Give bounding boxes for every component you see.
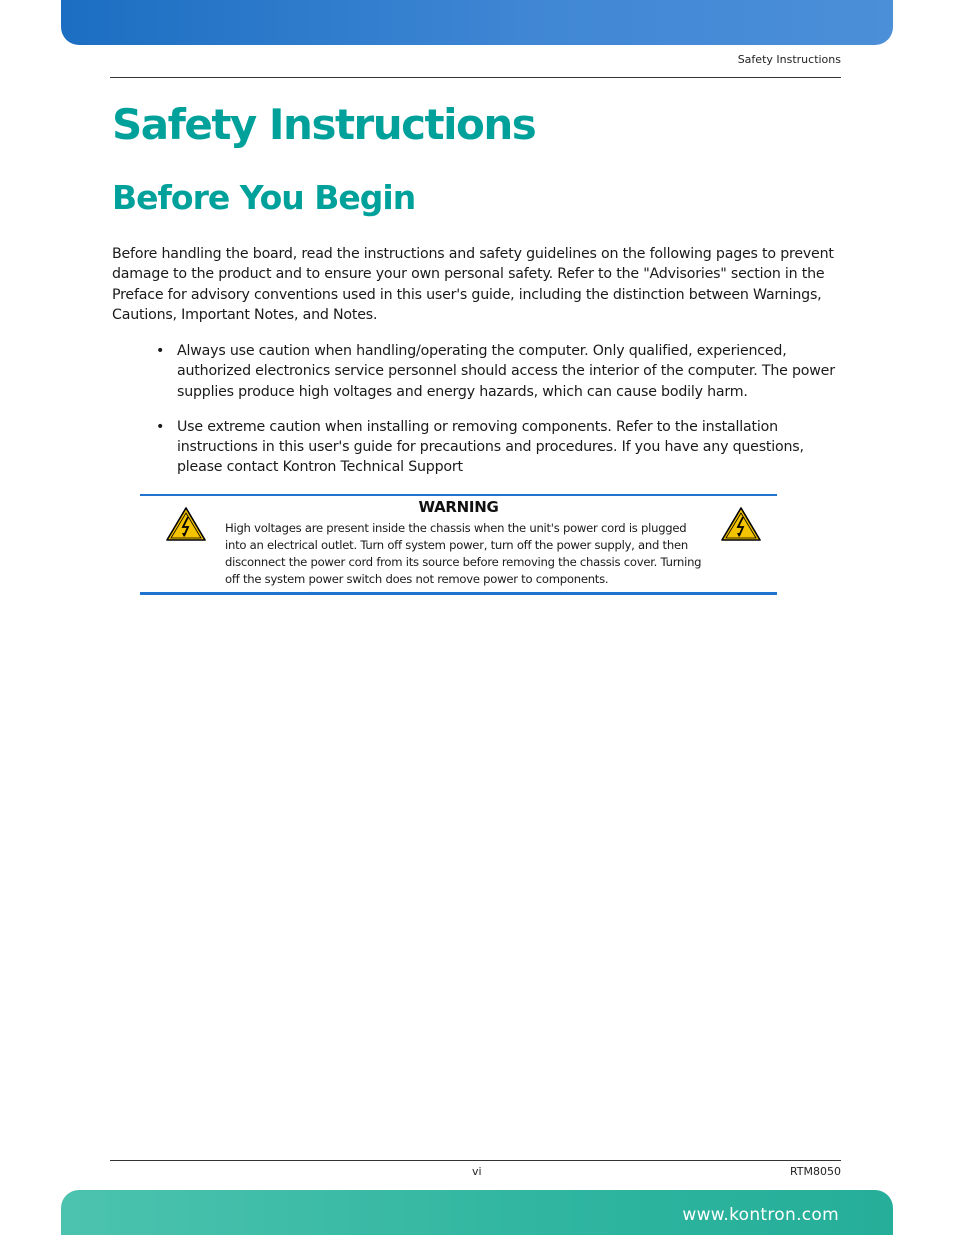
bullet-text: Always use caution when handling/operating the computer. Only qualified, experienced, authorized electronics service personnel should access the interior of the computer. The power supplies produce high voltages and energy hazards, which can cause bodily harm.: [177, 343, 835, 400]
bullet-marker: •: [156, 343, 165, 359]
page-title: Safety Instructions: [112, 100, 536, 149]
section-title: Before You Begin: [112, 178, 416, 217]
warning-text: High voltages are present inside the chassis when the unit's power cord is plugged into an electrical outlet. Turn off system power, turn off the power supply, and then disconnect the power cord from its source before removing the chassis cover. Turning off the system power switch does not remove power to components.: [225, 521, 702, 586]
safety-bullet-list: [112, 341, 842, 493]
warning-box: [140, 494, 777, 595]
page-number: vi: [472, 1165, 482, 1178]
product-name: RTM8050: [789, 1165, 841, 1178]
list-item: [112, 417, 842, 478]
bullet-marker: •: [156, 418, 165, 435]
website-link[interactable]: www.kontron.com: [682, 1205, 839, 1225]
footer-band: [61, 1190, 893, 1235]
footer-divider: [110, 1160, 841, 1161]
high-voltage-warning-icon: [720, 506, 762, 542]
bullet-text: Use extreme caution when installing or removing components. Refer to the installation instructions in this user's guide for precautions and procedures. If you have any questions, please contact Kontron Technical Support: [177, 418, 804, 476]
running-head: Safety Instructions: [737, 53, 841, 66]
header-divider: [110, 77, 841, 78]
warning-title: WARNING: [418, 498, 499, 516]
list-item: [112, 341, 842, 402]
header-band: [61, 0, 893, 45]
intro-paragraph: Before handling the board, read the instructions and safety guidelines on the following pages to prevent damage to the product and to ensure your own personal safety. Refer to the "Advisories" section in the Preface for advisory conventions used in this user's guide, including the distinction between Warnings, Cautions, Important Notes, and Notes.: [112, 246, 834, 323]
